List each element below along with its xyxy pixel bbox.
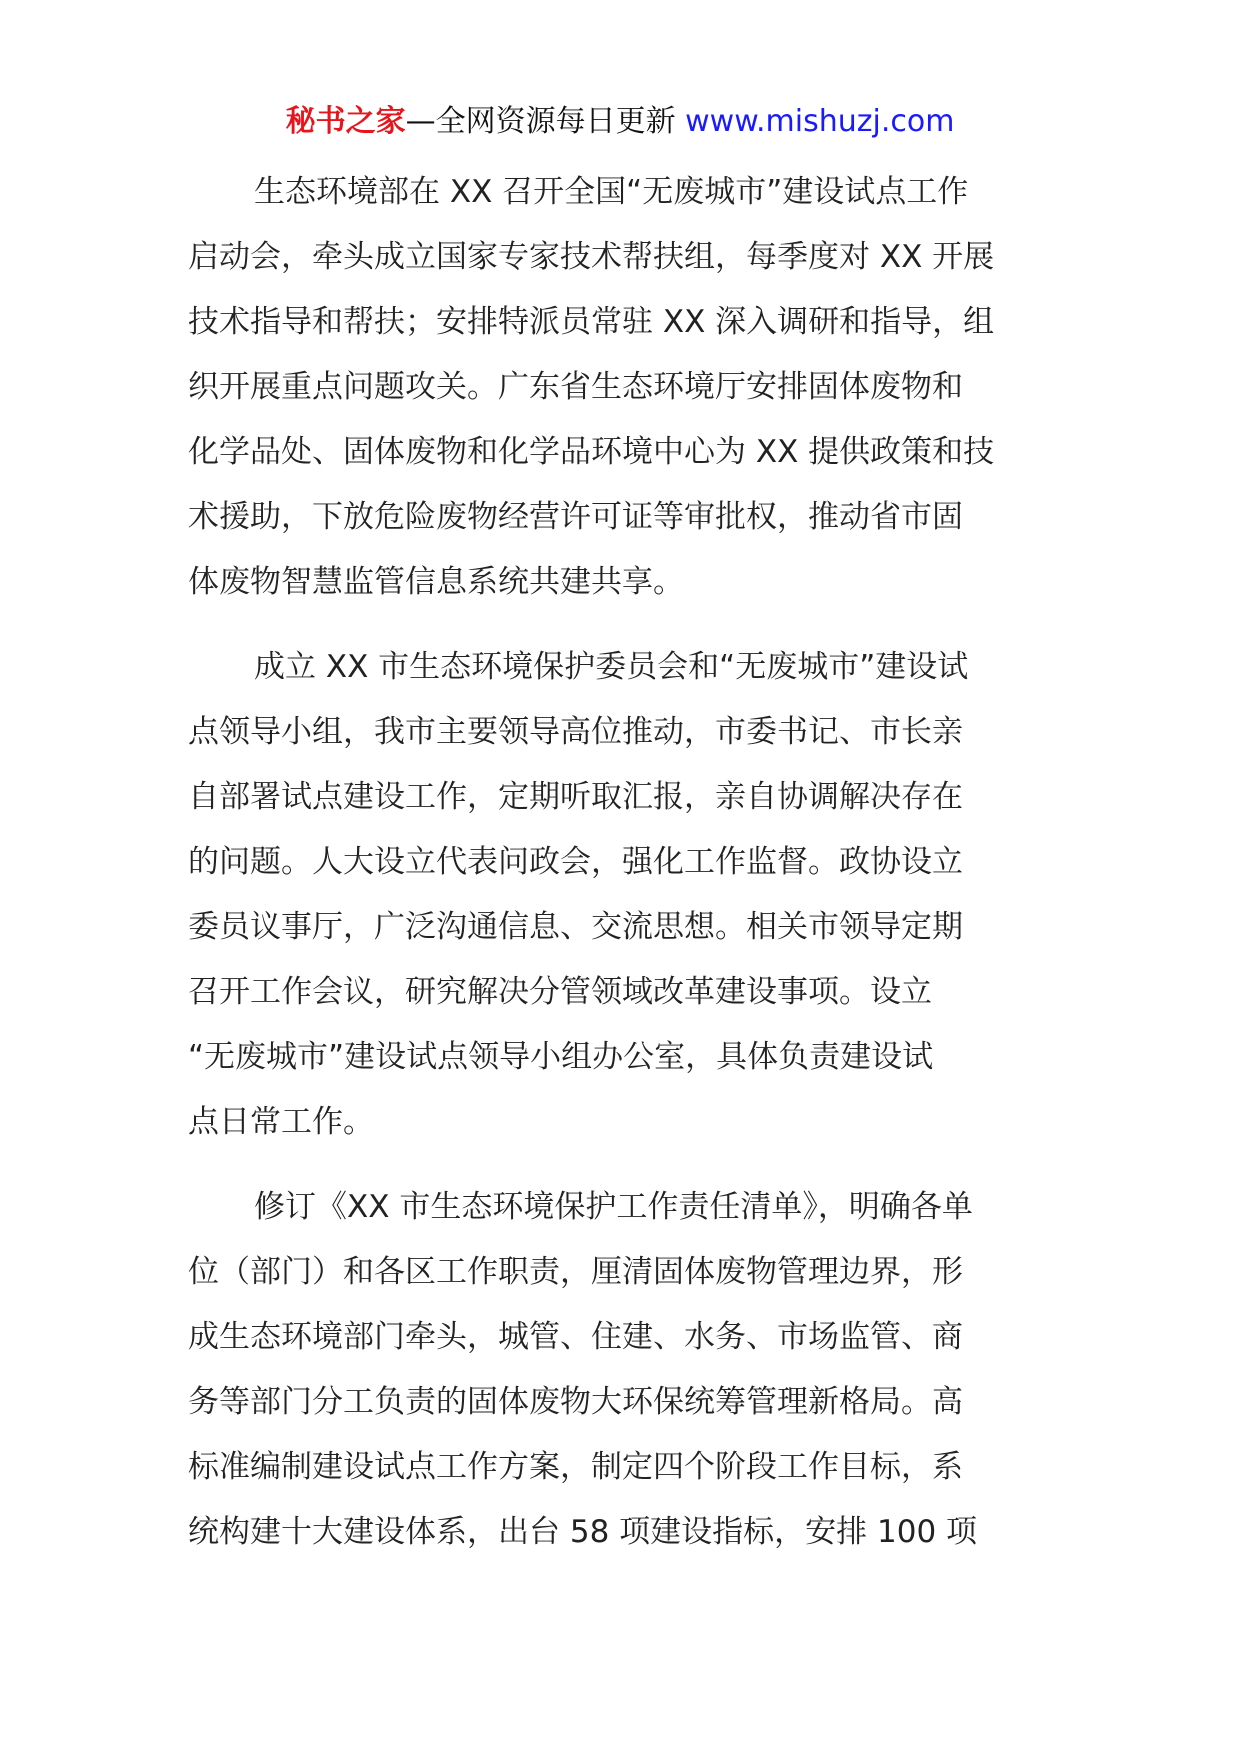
text-line: 织开展重点问题攻关。广东省生态环境厅安排固体废物和: [188, 369, 963, 405]
text-line: 自部署试点建设工作，定期听取汇报，亲自协调解决存在: [188, 779, 963, 815]
text-line: 化学品处、固体废物和化学品环境中心为 XX 提供政策和技: [188, 434, 995, 470]
text-line: 生态环境部在 XX 召开全国“无废城市”建设试点工作: [254, 174, 969, 210]
site-brand: 秘书之家: [285, 104, 406, 139]
text-line: 成立 XX 市生态环境保护委员会和“无废城市”建设试: [254, 649, 969, 685]
text-line: 点日常工作。: [188, 1104, 374, 1140]
text-line: 委员议事厅，广泛沟通信息、交流思想。相关市领导定期: [188, 909, 963, 945]
text-line: 技术指导和帮扶；安排特派员常驻 XX 深入调研和指导，组: [188, 304, 995, 340]
site-header: [0, 100, 1240, 144]
text-line: 统构建十大建设体系，出台 58 项建设指标，安排 100 项: [188, 1514, 978, 1550]
paragraph-2: [188, 635, 1068, 1155]
text-line: 点领导小组，我市主要领导高位推动，市委书记、市长亲: [188, 714, 963, 750]
paragraph-3: [188, 1175, 1068, 1565]
text-line: 召开工作会议，研究解决分管领域改革建设事项。设立: [188, 974, 932, 1010]
site-tagline: —全网资源每日更新: [405, 104, 676, 139]
text-line: 务等部门分工负责的固体废物大环保统筹管理新格局。高: [188, 1384, 963, 1420]
text-line: 位（部门）和各区工作职责，厘清固体废物管理边界，形: [188, 1254, 963, 1290]
site-url-link[interactable]: www.mishuzj.com: [685, 104, 955, 139]
text-line: “无废城市”建设试点领导小组办公室，具体负责建设试: [188, 1039, 934, 1075]
text-line: 标准编制建设试点工作方案，制定四个阶段工作目标，系: [188, 1449, 963, 1485]
text-line: 术援助，下放危险废物经营许可证等审批权，推动省市固: [188, 499, 963, 535]
document-body: [188, 160, 1068, 1585]
text-line: 体废物智慧监管信息系统共建共享。: [188, 564, 684, 600]
text-line: 的问题。人大设立代表问政会，强化工作监督。政协设立: [188, 844, 963, 880]
text-line: 成生态环境部门牵头，城管、住建、水务、市场监管、商: [188, 1319, 963, 1355]
paragraph-1: [188, 160, 1068, 615]
text-line: 启动会，牵头成立国家专家技术帮扶组，每季度对 XX 开展: [188, 239, 995, 275]
text-line: 修订《XX 市生态环境保护工作责任清单》，明确各单: [254, 1189, 973, 1225]
